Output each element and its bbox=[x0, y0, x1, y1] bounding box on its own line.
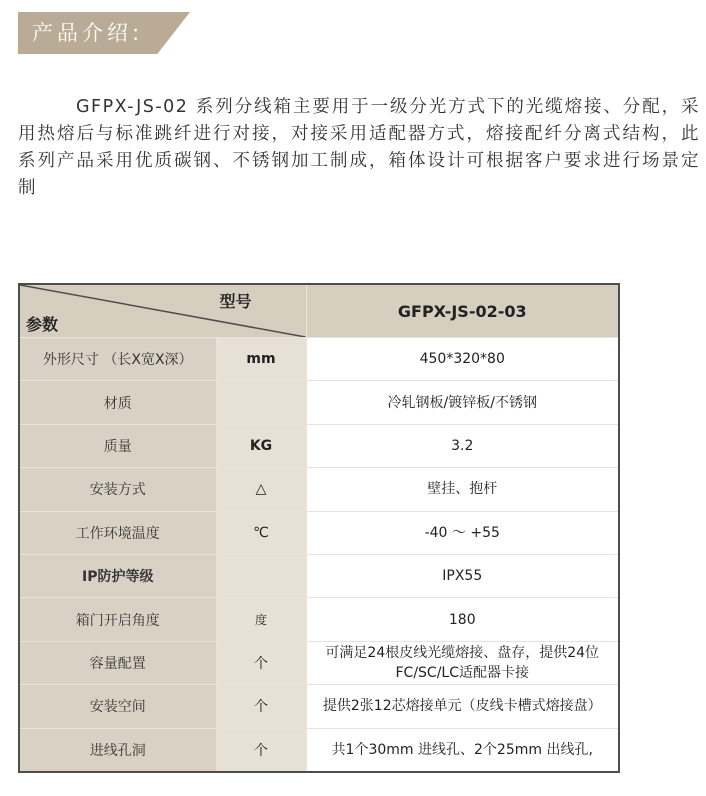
row-label: 安装空间 bbox=[19, 685, 216, 728]
table-row bbox=[19, 424, 619, 467]
row-value: IPX55 bbox=[306, 554, 619, 597]
row-value: 提供2张12芯熔接单元（皮线卡槽式熔接盘） bbox=[306, 685, 619, 728]
product-intro-text: GFPX-JS-02 系列分线箱主要用于一级分光方式下的光缆熔接、分配，采用热熔后与标准跳纤进行对接，对接采用适配器方式，熔接配纤分离式结构，此系列产品采用优质碳钢、不锈钢加工制成，箱体设计可根据客户要求进行场景定制 bbox=[18, 97, 700, 198]
row-unit bbox=[216, 381, 306, 424]
row-label: 进线孔洞 bbox=[19, 728, 216, 772]
row-unit bbox=[216, 554, 306, 597]
row-unit: 度 bbox=[216, 598, 306, 641]
row-value: 壁挂、抱杆 bbox=[306, 468, 619, 511]
row-unit: 个 bbox=[216, 685, 306, 728]
table-row bbox=[19, 338, 619, 381]
table-row bbox=[19, 381, 619, 424]
row-unit: △ bbox=[216, 468, 306, 511]
table-row bbox=[19, 685, 619, 728]
row-value: 冷轧钢板/镀锌板/不锈钢 bbox=[306, 381, 619, 424]
spec-table-header-row bbox=[19, 284, 619, 338]
row-value: 180 bbox=[306, 598, 619, 641]
row-value: 共1个30mm 进线孔、2个25mm 出线孔, bbox=[306, 728, 619, 772]
row-value: 450*320*80 bbox=[306, 338, 619, 381]
table-row bbox=[19, 641, 619, 684]
row-unit: KG bbox=[216, 424, 306, 467]
table-row bbox=[19, 554, 619, 597]
row-label: 容量配置 bbox=[19, 641, 216, 684]
row-label: 材质 bbox=[19, 381, 216, 424]
diagonal-divider bbox=[20, 285, 306, 337]
section-title: 产品介绍: bbox=[32, 21, 144, 45]
row-label: 质量 bbox=[19, 424, 216, 467]
row-label: 外形尺寸 （长X宽X深） bbox=[19, 338, 216, 381]
row-value: -40 ～ +55 bbox=[306, 511, 619, 554]
table-row bbox=[19, 468, 619, 511]
row-unit: mm bbox=[216, 338, 306, 381]
row-unit: ℃ bbox=[216, 511, 306, 554]
row-unit: 个 bbox=[216, 728, 306, 772]
row-label: 安装方式 bbox=[19, 468, 216, 511]
table-row bbox=[19, 511, 619, 554]
table-row bbox=[19, 728, 619, 772]
row-label: 箱门开启角度 bbox=[19, 598, 216, 641]
row-label: IP防护等级 bbox=[19, 554, 216, 597]
row-unit: 个 bbox=[216, 641, 306, 684]
row-label: 工作环境温度 bbox=[19, 511, 216, 554]
diagonal-header-cell bbox=[19, 284, 306, 338]
model-header-label: 型号 bbox=[219, 292, 252, 311]
row-value: 可满足24根皮线光缆熔接、盘存，提供24位 FC/SC/LC适配器卡接 bbox=[306, 641, 619, 684]
spec-table bbox=[18, 283, 620, 773]
row-value: 3.2 bbox=[306, 424, 619, 467]
param-header-label: 参数 bbox=[26, 315, 59, 334]
product-intro-paragraph bbox=[18, 94, 700, 202]
model-value: GFPX-JS-02-03 bbox=[306, 284, 619, 338]
table-row bbox=[19, 598, 619, 641]
